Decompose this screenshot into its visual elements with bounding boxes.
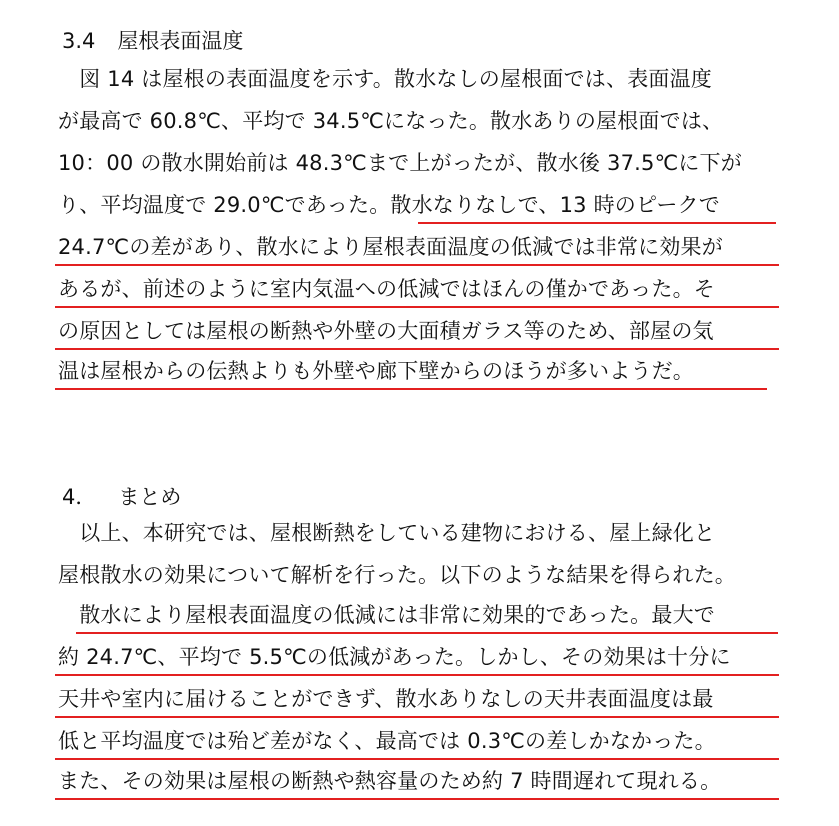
- highlighted-text: 散水により屋根表面温度の低減には非常に効果的であった。最大で: [58, 603, 715, 627]
- paragraph-line: [58, 602, 798, 628]
- red-underline: [55, 306, 779, 308]
- highlighted-text: 24.7℃の差があり、散水により屋根表面温度の低減では非常に効果が: [58, 235, 723, 259]
- paragraph-line: [58, 234, 798, 260]
- red-underline: [76, 632, 778, 634]
- paragraph-line: 以上、本研究では、屋根断熱をしている建物における、屋上緑化と: [58, 521, 716, 545]
- paragraph-line: [58, 358, 798, 384]
- red-underline: [55, 716, 779, 718]
- section-number: 3.4: [62, 29, 96, 53]
- highlighted-text: の原因としては屋根の断熱や外壁の大面積ガラス等のため、部屋の気: [58, 319, 714, 343]
- section-title: まとめ: [118, 485, 182, 509]
- highlighted-text: 天井や室内に届けることができず、散水ありなしの天井表面温度は最: [58, 687, 714, 711]
- section-4-heading: [62, 484, 181, 510]
- highlighted-text: 温は屋根からの伝熱よりも外壁や廊下壁からのほうが多いようだ。: [58, 359, 694, 383]
- paragraph-line: 図 14 は屋根の表面温度を示す。散水なしの屋根面では、表面温度: [58, 67, 712, 91]
- highlighted-text: また、その効果は屋根の断熱や熱容量のため約 7 時間遅れて現れる。: [58, 769, 722, 793]
- section-3-4-heading: [62, 28, 243, 54]
- red-underline: [55, 348, 779, 350]
- red-underline: [55, 798, 779, 800]
- highlighted-text: あるが、前述のように室内気温への低減ではほんの僅かであった。そ: [58, 277, 715, 301]
- highlighted-text: 低と平均温度では殆ど差がなく、最高では 0.3℃の差しかなかった。: [58, 729, 716, 753]
- paragraph-line: [58, 276, 798, 302]
- section-title: 屋根表面温度: [117, 29, 244, 53]
- paragraph-line: [58, 728, 798, 754]
- highlighted-text: 散水なりなしで、13 時のピークで: [390, 193, 720, 217]
- paragraph-line: [58, 318, 798, 344]
- paragraph-line: 屋根散水の効果について解析を行った。以下のような結果を得られた。: [58, 563, 736, 587]
- red-underline: [55, 264, 779, 266]
- paragraph-line: が最高で 60.8℃、平均で 34.5℃になった。散水ありの屋根面では、: [58, 109, 724, 133]
- red-underline: [55, 674, 779, 676]
- highlighted-text: 約 24.7℃、平均で 5.5℃の低減があった。しかし、その効果は十分に: [58, 645, 731, 669]
- paragraph-line: [58, 644, 798, 670]
- paragraph-line: り、平均温度で 29.0℃であった。散水なりなしで、13 時のピークで: [58, 193, 720, 217]
- paragraph-line: [58, 768, 798, 794]
- red-underline: [55, 758, 779, 760]
- section-number: 4．: [62, 485, 97, 509]
- red-underline: [418, 222, 776, 224]
- paragraph-line: [58, 686, 798, 712]
- paragraph-line: 10：00 の散水開始前は 48.3℃まで上がったが、散水後 37.5℃に下が: [58, 151, 742, 175]
- red-underline: [55, 388, 767, 390]
